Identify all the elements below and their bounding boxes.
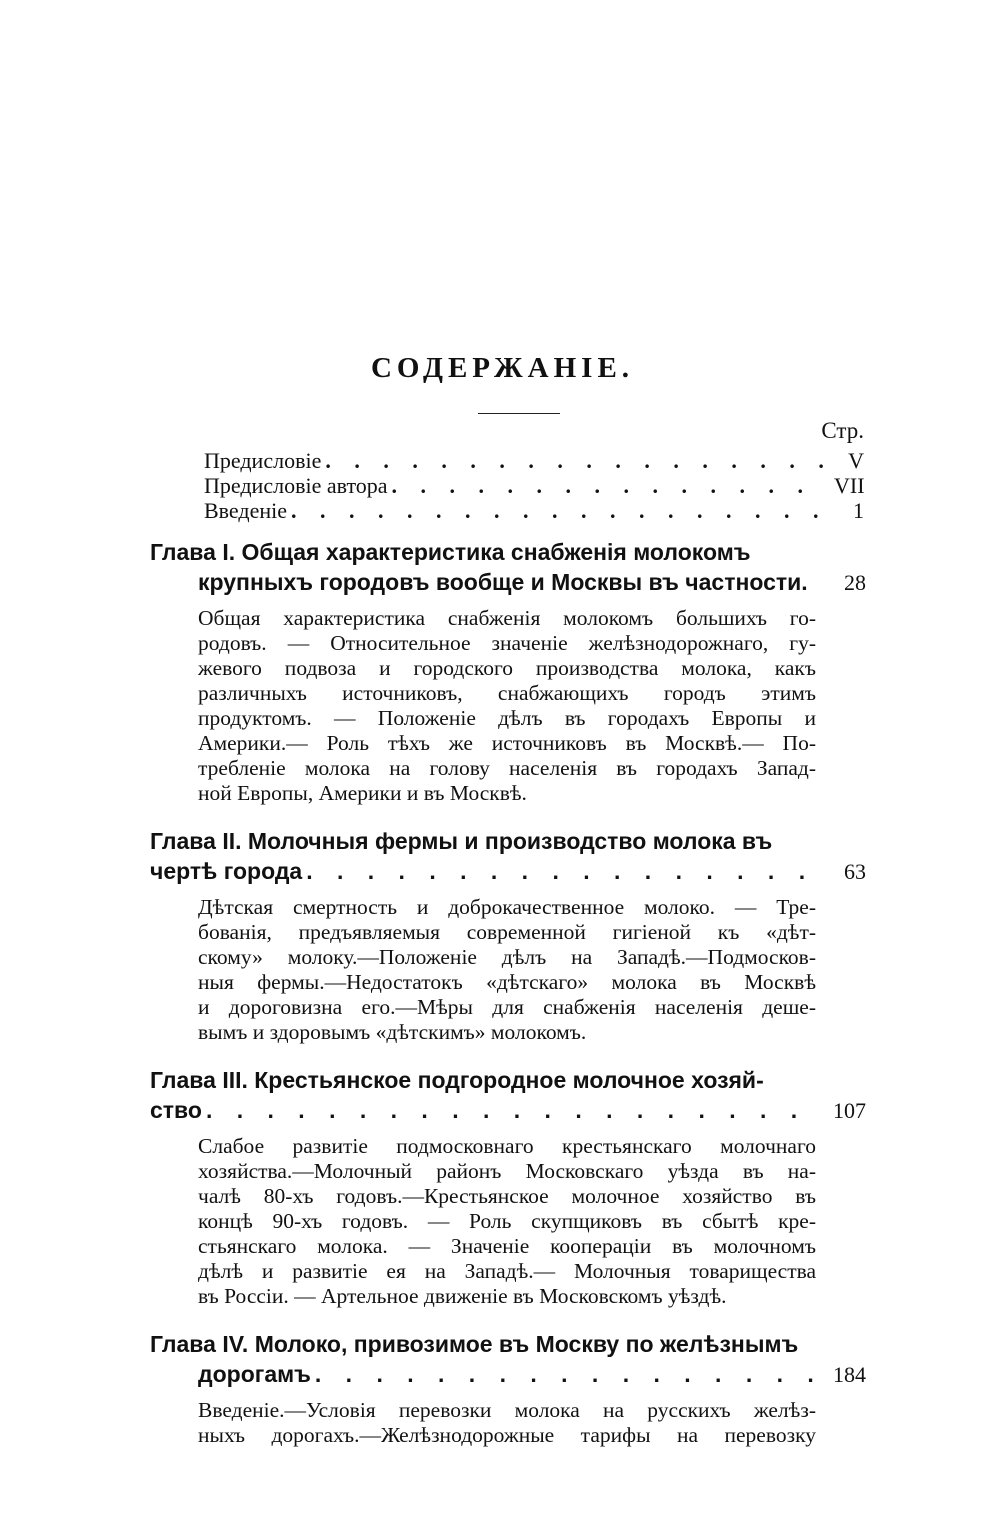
summary-line: Слабое развитіе подмосковнаго крестьянскаго молочнаго <box>198 1134 816 1158</box>
summary-line: родовъ. — Относительное значеніе желѣзнодорожнаго, гу- <box>198 631 816 655</box>
dot-leader <box>392 473 826 498</box>
dot-leader <box>306 856 814 886</box>
summary-line: жевого подвоза и городского производства молока, какъ <box>198 656 816 680</box>
chapter-title-line2: чертѣ города <box>150 858 303 884</box>
chapter-page: 28 <box>844 570 866 595</box>
summary-line: ныя фермы.—Недостатокъ «дѣтскаго» молока въ Москвѣ <box>198 970 816 994</box>
toc-entry-page: VII <box>834 473 865 498</box>
chapter-title-line1: Общая характеристика снабженія молокомъ <box>241 539 751 565</box>
chapter-3 <box>150 1065 864 1309</box>
chapter-title-line1: Крестьянское подгородное молочное хозяй- <box>254 1067 764 1093</box>
toc-entry-preface[interactable] <box>204 448 864 473</box>
summary-line: концѣ 90-хъ годовъ. — Роль скупщиковъ въ сбытѣ кре- <box>198 1209 816 1233</box>
summary-line: скому» молоку.—Положеніе дѣлъ на Западѣ.—Подмосков- <box>198 945 816 969</box>
summary-line: дѣлѣ и развитіе ея на Западѣ.— Молочныя товарищества <box>198 1259 816 1283</box>
summary-line: Дѣтская смертность и доброкачественное молоко. — Тре- <box>198 895 816 919</box>
toc-entry-label: Введеніе <box>204 498 288 523</box>
summary-line: и дороговизна его.—Мѣры для снабженія населенія деше- <box>198 995 816 1019</box>
summary-line: вымъ и здоровымъ «дѣтскимъ» молокомъ. <box>198 1020 587 1044</box>
summary-line: ной Европы, Америки и въ Москвѣ. <box>198 781 527 805</box>
chapter-title-line1: Молоко, привозимое въ Москву по желѣзнымъ <box>254 1331 799 1357</box>
front-matter-list <box>150 448 864 523</box>
chapter-number: Глава III. <box>150 1067 248 1093</box>
chapter-number: Глава IV. <box>150 1331 249 1357</box>
toc-entry-label: Предисловіе автора <box>204 473 388 498</box>
summary-line: чалѣ 80-хъ годовъ.—Крестьянское молочное хозяйство въ <box>198 1184 816 1208</box>
chapter-title-line1: Молочныя фермы и производство молока въ <box>247 828 773 854</box>
chapter-heading[interactable] <box>150 1329 864 1390</box>
chapter-number: Глава I. <box>150 539 236 565</box>
toc-entry-author-preface[interactable] <box>204 473 864 498</box>
summary-line: Америки.— Роль тѣхъ же источниковъ въ Москвѣ.— По- <box>198 731 816 755</box>
toc-entry-page: 1 <box>853 498 864 523</box>
chapter-heading[interactable] <box>150 537 864 598</box>
title-divider <box>478 413 560 414</box>
summary-line: различныхъ источниковъ, снабжающихъ городъ этимъ <box>198 681 816 705</box>
summary-line: стьянскаго молока. — Значеніе коопераціи въ молочномъ <box>198 1234 816 1258</box>
toc-entry-introduction[interactable] <box>204 498 864 523</box>
chapter-4 <box>150 1329 864 1448</box>
dot-leader <box>315 1359 814 1389</box>
chapter-summary <box>198 606 816 806</box>
summary-line: требленіе молока на голову населенія въ городахъ Запад- <box>198 756 816 780</box>
toc-entry-page: V <box>848 448 864 473</box>
chapter-heading[interactable] <box>150 1065 864 1126</box>
chapter-1 <box>150 537 864 806</box>
summary-line: Общая характеристика снабженія молокомъ большихъ го- <box>198 606 816 630</box>
chapter-title-line2: ство <box>150 1097 202 1123</box>
chapter-summary <box>198 1398 816 1448</box>
toc-entry-label: Предисловіе <box>204 448 322 473</box>
page-title: СОДЕРЖАНІЕ. <box>370 352 635 384</box>
chapter-title-line2: крупныхъ городовъ вообще и Москвы въ частности. <box>198 569 808 595</box>
page-column-header: Стр. <box>821 418 864 443</box>
chapter-page: 63 <box>844 859 866 884</box>
chapter-2 <box>150 826 864 1045</box>
chapter-title-line2: дорогамъ <box>198 1361 311 1387</box>
summary-line: бованія, предъявляемыя современной гигіеной къ «дѣт- <box>198 920 816 944</box>
chapter-summary <box>198 895 816 1045</box>
summary-line: въ Россіи. — Артельное движеніе въ Московскомъ уѣздѣ. <box>198 1284 727 1308</box>
dot-leader <box>325 448 826 473</box>
summary-line: хозяйства.—Молочный районъ Московскаго уѣзда въ на- <box>198 1159 816 1183</box>
table-of-contents <box>150 448 864 1448</box>
dot-leader <box>206 1095 814 1125</box>
summary-line: Введеніе.—Условія перевозки молока на русскихъ желѣз- <box>198 1398 816 1422</box>
chapter-summary <box>198 1134 816 1309</box>
summary-line: ныхъ дорогахъ.—Желѣзнодорожные тарифы на перевозку <box>198 1423 816 1447</box>
dot-leader <box>291 498 826 523</box>
chapter-page: 184 <box>833 1362 866 1387</box>
summary-line: продуктомъ. — Положеніе дѣлъ въ городахъ Европы и <box>198 706 816 730</box>
chapter-number: Глава II. <box>150 828 242 854</box>
chapter-page: 107 <box>833 1098 866 1123</box>
chapter-heading[interactable] <box>150 826 864 887</box>
